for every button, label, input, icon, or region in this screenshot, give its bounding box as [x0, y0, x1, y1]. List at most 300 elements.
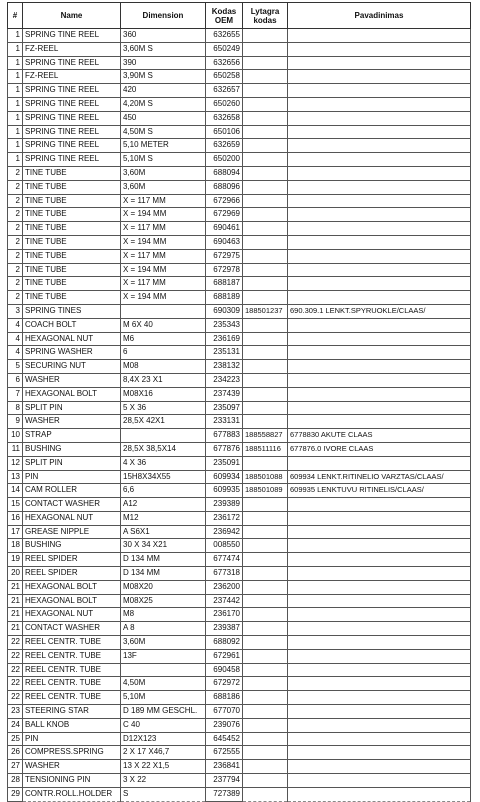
- cell-name: REEL CENTR. TUBE: [23, 677, 121, 691]
- table-row: [8, 194, 471, 208]
- table-row: [8, 373, 471, 387]
- cell-dimension: 390: [121, 56, 206, 70]
- cell-kodas-oem: 688189: [206, 291, 243, 305]
- cell-dimension: X = 194 MM: [121, 263, 206, 277]
- cell-lytagra-kodas: [243, 387, 288, 401]
- cell-lytagra-kodas: [243, 139, 288, 153]
- cell-num: 22: [8, 663, 23, 677]
- cell-pavadinimas: [288, 498, 471, 512]
- cell-dimension: D 134 MM: [121, 567, 206, 581]
- table-row: [8, 456, 471, 470]
- table-row: [8, 111, 471, 125]
- cell-num: 26: [8, 746, 23, 760]
- cell-lytagra-kodas: [243, 539, 288, 553]
- cell-name: HEXAGONAL NUT: [23, 608, 121, 622]
- table-row: [8, 498, 471, 512]
- cell-kodas-oem: 688096: [206, 180, 243, 194]
- cell-num: 1: [8, 111, 23, 125]
- cell-lytagra-kodas: [243, 222, 288, 236]
- cell-lytagra-kodas: [243, 166, 288, 180]
- cell-name: SPRING TINE REEL: [23, 29, 121, 43]
- cell-dimension: 8,4X 23 X1: [121, 373, 206, 387]
- table-row: [8, 774, 471, 788]
- cell-kodas-oem: 008550: [206, 539, 243, 553]
- cell-dimension: 360: [121, 29, 206, 43]
- cell-num: 4: [8, 318, 23, 332]
- cell-pavadinimas: [288, 787, 471, 801]
- table-row: [8, 567, 471, 581]
- cell-kodas-oem: 677876: [206, 442, 243, 456]
- cell-dimension: 3,60M: [121, 166, 206, 180]
- header-lytagra-line2: kodas: [253, 15, 277, 25]
- table-row: [8, 691, 471, 705]
- cell-name: TINE TUBE: [23, 235, 121, 249]
- cell-name: TINE TUBE: [23, 222, 121, 236]
- table-row: [8, 277, 471, 291]
- cell-name: CONTR.ROLL.HOLDER: [23, 787, 121, 801]
- cell-num: 2: [8, 194, 23, 208]
- table-row: [8, 125, 471, 139]
- table-row: [8, 84, 471, 98]
- cell-pavadinimas: [288, 84, 471, 98]
- header-kodas-oem: [206, 3, 243, 29]
- cell-name: REEL SPIDER: [23, 567, 121, 581]
- cell-pavadinimas: [288, 608, 471, 622]
- cell-lytagra-kodas: [243, 663, 288, 677]
- header-kodas-line2: OEM: [214, 15, 234, 25]
- cell-pavadinimas: 609935 LENKTUVU RITINELIS/CLAAS/: [288, 484, 471, 498]
- cell-pavadinimas: [288, 111, 471, 125]
- cell-kodas-oem: 239387: [206, 622, 243, 636]
- table-row: [8, 401, 471, 415]
- cell-kodas-oem: 645452: [206, 732, 243, 746]
- cell-num: 2: [8, 263, 23, 277]
- cell-lytagra-kodas: [243, 111, 288, 125]
- cell-dimension: A S6X1: [121, 525, 206, 539]
- cell-num: 4: [8, 332, 23, 346]
- cell-kodas-oem: 236170: [206, 608, 243, 622]
- cell-pavadinimas: [288, 208, 471, 222]
- table-row: [8, 97, 471, 111]
- cell-kodas-oem: 237442: [206, 594, 243, 608]
- cell-pavadinimas: [288, 760, 471, 774]
- cell-name: SPRING TINE REEL: [23, 84, 121, 98]
- cell-kodas-oem: 609935: [206, 484, 243, 498]
- cell-name: REEL CENTR. TUBE: [23, 649, 121, 663]
- cell-name: SPRING TINE REEL: [23, 56, 121, 70]
- cell-lytagra-kodas: [243, 649, 288, 663]
- cell-name: PIN: [23, 732, 121, 746]
- cell-dimension: 3,90M S: [121, 70, 206, 84]
- cell-num: 9: [8, 415, 23, 429]
- cell-kodas-oem: 690309: [206, 304, 243, 318]
- cell-num: 3: [8, 304, 23, 318]
- cell-pavadinimas: [288, 401, 471, 415]
- cell-kodas-oem: 690463: [206, 235, 243, 249]
- cell-lytagra-kodas: [243, 774, 288, 788]
- cell-dimension: 4,50M: [121, 677, 206, 691]
- table-row: [8, 42, 471, 56]
- cell-lytagra-kodas: [243, 718, 288, 732]
- cell-num: 18: [8, 539, 23, 553]
- table-row: [8, 484, 471, 498]
- cell-lytagra-kodas: [243, 263, 288, 277]
- cell-kodas-oem: 609934: [206, 470, 243, 484]
- cell-lytagra-kodas: [243, 787, 288, 801]
- cell-pavadinimas: [288, 346, 471, 360]
- table-row: [8, 332, 471, 346]
- cell-kodas-oem: 688186: [206, 691, 243, 705]
- cell-name: CAM ROLLER: [23, 484, 121, 498]
- cell-num: 1: [8, 70, 23, 84]
- cell-kodas-oem: 632659: [206, 139, 243, 153]
- parts-table: [7, 2, 471, 802]
- cell-dimension: 13F: [121, 649, 206, 663]
- cell-name: FZ-REEL: [23, 42, 121, 56]
- cell-num: 22: [8, 691, 23, 705]
- cell-pavadinimas: [288, 691, 471, 705]
- cell-pavadinimas: [288, 649, 471, 663]
- table-row: [8, 415, 471, 429]
- cell-num: 2: [8, 291, 23, 305]
- cell-lytagra-kodas: [243, 29, 288, 43]
- cell-kodas-oem: 239076: [206, 718, 243, 732]
- cell-kodas-oem: 727389: [206, 787, 243, 801]
- cell-num: 8: [8, 401, 23, 415]
- cell-name: REEL CENTR. TUBE: [23, 636, 121, 650]
- cell-pavadinimas: [288, 594, 471, 608]
- cell-dimension: 6,6: [121, 484, 206, 498]
- cell-pavadinimas: 677876.0 IVORE CLAAS: [288, 442, 471, 456]
- cell-num: 29: [8, 787, 23, 801]
- cell-dimension: A12: [121, 498, 206, 512]
- cell-dimension: X = 194 MM: [121, 291, 206, 305]
- cell-pavadinimas: [288, 139, 471, 153]
- cell-name: TINE TUBE: [23, 180, 121, 194]
- cell-kodas-oem: 672969: [206, 208, 243, 222]
- cell-lytagra-kodas: [243, 553, 288, 567]
- cell-name: FZ-REEL: [23, 70, 121, 84]
- cell-dimension: X = 194 MM: [121, 235, 206, 249]
- cell-kodas-oem: 233131: [206, 415, 243, 429]
- cell-num: 1: [8, 125, 23, 139]
- cell-dimension: M08X16: [121, 387, 206, 401]
- cell-num: 2: [8, 277, 23, 291]
- cell-dimension: 3,60M: [121, 636, 206, 650]
- cell-pavadinimas: [288, 567, 471, 581]
- cell-pavadinimas: [288, 732, 471, 746]
- cell-lytagra-kodas: [243, 180, 288, 194]
- cell-num: 21: [8, 594, 23, 608]
- cell-pavadinimas: [288, 277, 471, 291]
- cell-name: BUSHING: [23, 539, 121, 553]
- cell-name: HEXAGONAL NUT: [23, 332, 121, 346]
- cell-name: TINE TUBE: [23, 291, 121, 305]
- cell-lytagra-kodas: [243, 277, 288, 291]
- cell-num: 2: [8, 166, 23, 180]
- cell-kodas-oem: 632656: [206, 56, 243, 70]
- cell-num: 13: [8, 470, 23, 484]
- cell-name: TINE TUBE: [23, 263, 121, 277]
- cell-num: 27: [8, 760, 23, 774]
- cell-pavadinimas: [288, 622, 471, 636]
- cell-num: 1: [8, 42, 23, 56]
- cell-kodas-oem: 672555: [206, 746, 243, 760]
- cell-name: BALL KNOB: [23, 718, 121, 732]
- cell-lytagra-kodas: 188501089: [243, 484, 288, 498]
- cell-pavadinimas: [288, 291, 471, 305]
- cell-num: 21: [8, 622, 23, 636]
- cell-dimension: 3,60M S: [121, 42, 206, 56]
- cell-pavadinimas: [288, 42, 471, 56]
- table-row: [8, 291, 471, 305]
- cell-dimension: 2 X 17 X46,7: [121, 746, 206, 760]
- cell-dimension: S: [121, 787, 206, 801]
- table-row: [8, 705, 471, 719]
- cell-dimension: 13 X 22 X1,5: [121, 760, 206, 774]
- cell-dimension: 5,10M S: [121, 153, 206, 167]
- cell-dimension: D12X123: [121, 732, 206, 746]
- cell-num: 25: [8, 732, 23, 746]
- cell-lytagra-kodas: [243, 56, 288, 70]
- table-row: [8, 649, 471, 663]
- cell-lytagra-kodas: [243, 332, 288, 346]
- cell-pavadinimas: [288, 97, 471, 111]
- cell-pavadinimas: [288, 387, 471, 401]
- cell-lytagra-kodas: [243, 401, 288, 415]
- table-row: [8, 677, 471, 691]
- table-body: [8, 29, 471, 802]
- cell-lytagra-kodas: [243, 525, 288, 539]
- cell-dimension: C 40: [121, 718, 206, 732]
- cell-name: TENSIONING PIN: [23, 774, 121, 788]
- cell-dimension: 30 X 34 X21: [121, 539, 206, 553]
- cell-num: 21: [8, 608, 23, 622]
- cell-pavadinimas: [288, 153, 471, 167]
- cell-num: 19: [8, 553, 23, 567]
- cell-pavadinimas: [288, 249, 471, 263]
- cell-num: 24: [8, 718, 23, 732]
- cell-kodas-oem: 236200: [206, 580, 243, 594]
- cell-num: 5: [8, 360, 23, 374]
- cell-kodas-oem: 690461: [206, 222, 243, 236]
- cell-kodas-oem: 235343: [206, 318, 243, 332]
- cell-dimension: [121, 663, 206, 677]
- cell-kodas-oem: 650260: [206, 97, 243, 111]
- cell-name: REEL SPIDER: [23, 553, 121, 567]
- table-row: [8, 153, 471, 167]
- table-row: [8, 636, 471, 650]
- cell-name: TINE TUBE: [23, 208, 121, 222]
- cell-dimension: 15H8X34X55: [121, 470, 206, 484]
- cell-dimension: 420: [121, 84, 206, 98]
- cell-lytagra-kodas: [243, 622, 288, 636]
- cell-name: STEERING STAR: [23, 705, 121, 719]
- table-row: [8, 732, 471, 746]
- cell-lytagra-kodas: [243, 732, 288, 746]
- cell-kodas-oem: 688094: [206, 166, 243, 180]
- cell-name: PIN: [23, 470, 121, 484]
- cell-pavadinimas: [288, 718, 471, 732]
- table-row: [8, 139, 471, 153]
- cell-kodas-oem: 677883: [206, 429, 243, 443]
- cell-kodas-oem: 690458: [206, 663, 243, 677]
- cell-kodas-oem: 236942: [206, 525, 243, 539]
- table-row: [8, 360, 471, 374]
- cell-kodas-oem: 677474: [206, 553, 243, 567]
- table-row: [8, 318, 471, 332]
- cell-pavadinimas: [288, 373, 471, 387]
- cell-dimension: X = 117 MM: [121, 277, 206, 291]
- cell-kodas-oem: 632655: [206, 29, 243, 43]
- cell-kodas-oem: 237794: [206, 774, 243, 788]
- cell-num: 4: [8, 346, 23, 360]
- table-row: [8, 760, 471, 774]
- cell-pavadinimas: [288, 194, 471, 208]
- cell-lytagra-kodas: [243, 705, 288, 719]
- cell-dimension: 4 X 36: [121, 456, 206, 470]
- cell-num: 1: [8, 29, 23, 43]
- cell-name: SPLIT PIN: [23, 456, 121, 470]
- cell-num: 1: [8, 97, 23, 111]
- cell-kodas-oem: 235131: [206, 346, 243, 360]
- cell-dimension: [121, 304, 206, 318]
- cell-name: SPRING WASHER: [23, 346, 121, 360]
- cell-kodas-oem: 672972: [206, 677, 243, 691]
- table-row: [8, 208, 471, 222]
- cell-name: CONTACT WASHER: [23, 622, 121, 636]
- cell-kodas-oem: 672966: [206, 194, 243, 208]
- cell-name: SPRING TINE REEL: [23, 139, 121, 153]
- cell-lytagra-kodas: [243, 373, 288, 387]
- cell-pavadinimas: [288, 125, 471, 139]
- cell-dimension: X = 117 MM: [121, 249, 206, 263]
- cell-name: TINE TUBE: [23, 249, 121, 263]
- cell-dimension: X = 117 MM: [121, 222, 206, 236]
- cell-kodas-oem: 672961: [206, 649, 243, 663]
- cell-lytagra-kodas: [243, 194, 288, 208]
- cell-dimension: D 134 MM: [121, 553, 206, 567]
- table-row: [8, 56, 471, 70]
- cell-lytagra-kodas: [243, 153, 288, 167]
- cell-lytagra-kodas: 188558827: [243, 429, 288, 443]
- header-lytagra-line1: Lytagra: [250, 6, 280, 16]
- cell-kodas-oem: 650249: [206, 42, 243, 56]
- cell-kodas-oem: 650200: [206, 153, 243, 167]
- table-row: [8, 442, 471, 456]
- cell-pavadinimas: [288, 360, 471, 374]
- cell-pavadinimas: [288, 456, 471, 470]
- table-row: [8, 511, 471, 525]
- table-row: [8, 746, 471, 760]
- cell-dimension: M12: [121, 511, 206, 525]
- cell-pavadinimas: [288, 180, 471, 194]
- cell-pavadinimas: [288, 29, 471, 43]
- cell-num: 22: [8, 649, 23, 663]
- cell-dimension: X = 194 MM: [121, 208, 206, 222]
- cell-name: REEL CENTR. TUBE: [23, 691, 121, 705]
- cell-kodas-oem: 650106: [206, 125, 243, 139]
- cell-num: 21: [8, 580, 23, 594]
- table-row: [8, 222, 471, 236]
- cell-lytagra-kodas: [243, 291, 288, 305]
- cell-num: 14: [8, 484, 23, 498]
- cell-pavadinimas: [288, 235, 471, 249]
- cell-kodas-oem: 235097: [206, 401, 243, 415]
- table-row: [8, 429, 471, 443]
- cell-dimension: 28,5X 42X1: [121, 415, 206, 429]
- cell-kodas-oem: 236169: [206, 332, 243, 346]
- cell-dimension: M08X25: [121, 594, 206, 608]
- cell-lytagra-kodas: [243, 608, 288, 622]
- cell-lytagra-kodas: [243, 318, 288, 332]
- cell-name: TINE TUBE: [23, 194, 121, 208]
- cell-num: 22: [8, 677, 23, 691]
- cell-lytagra-kodas: [243, 511, 288, 525]
- cell-lytagra-kodas: [243, 594, 288, 608]
- cell-lytagra-kodas: [243, 746, 288, 760]
- header-dimension: Dimension: [121, 3, 206, 29]
- cell-kodas-oem: 672975: [206, 249, 243, 263]
- cell-lytagra-kodas: [243, 691, 288, 705]
- table-row: [8, 70, 471, 84]
- table-row: [8, 235, 471, 249]
- cell-name: SPRING TINE REEL: [23, 111, 121, 125]
- table-row: [8, 663, 471, 677]
- cell-dimension: 4,50M S: [121, 125, 206, 139]
- header-name: Name: [23, 3, 121, 29]
- cell-dimension: M8: [121, 608, 206, 622]
- table-row: [8, 580, 471, 594]
- cell-dimension: 4,20M S: [121, 97, 206, 111]
- header-row: [8, 3, 471, 29]
- cell-lytagra-kodas: [243, 760, 288, 774]
- cell-lytagra-kodas: [243, 84, 288, 98]
- cell-name: SPRING TINE REEL: [23, 125, 121, 139]
- cell-kodas-oem: 632658: [206, 111, 243, 125]
- cell-name: CONTACT WASHER: [23, 498, 121, 512]
- cell-lytagra-kodas: [243, 567, 288, 581]
- table-row: [8, 470, 471, 484]
- table-row: [8, 608, 471, 622]
- cell-kodas-oem: 632657: [206, 84, 243, 98]
- cell-kodas-oem: 650258: [206, 70, 243, 84]
- cell-name: HEXAGONAL BOLT: [23, 387, 121, 401]
- cell-num: 20: [8, 567, 23, 581]
- cell-num: 10: [8, 429, 23, 443]
- cell-lytagra-kodas: [243, 42, 288, 56]
- cell-dimension: X = 117 MM: [121, 194, 206, 208]
- cell-kodas-oem: 236841: [206, 760, 243, 774]
- cell-name: WASHER: [23, 415, 121, 429]
- cell-num: 2: [8, 180, 23, 194]
- cell-lytagra-kodas: [243, 415, 288, 429]
- cell-name: SPRING TINE REEL: [23, 153, 121, 167]
- table-row: [8, 525, 471, 539]
- cell-pavadinimas: [288, 539, 471, 553]
- cell-name: SPRING TINE REEL: [23, 97, 121, 111]
- cell-pavadinimas: [288, 222, 471, 236]
- cell-num: 1: [8, 56, 23, 70]
- table-row: [8, 553, 471, 567]
- cell-dimension: 28,5X 38,5X14: [121, 442, 206, 456]
- cell-name: HEXAGONAL BOLT: [23, 594, 121, 608]
- cell-name: TINE TUBE: [23, 166, 121, 180]
- cell-pavadinimas: [288, 56, 471, 70]
- cell-lytagra-kodas: 188501237: [243, 304, 288, 318]
- table-row: [8, 387, 471, 401]
- cell-pavadinimas: [288, 553, 471, 567]
